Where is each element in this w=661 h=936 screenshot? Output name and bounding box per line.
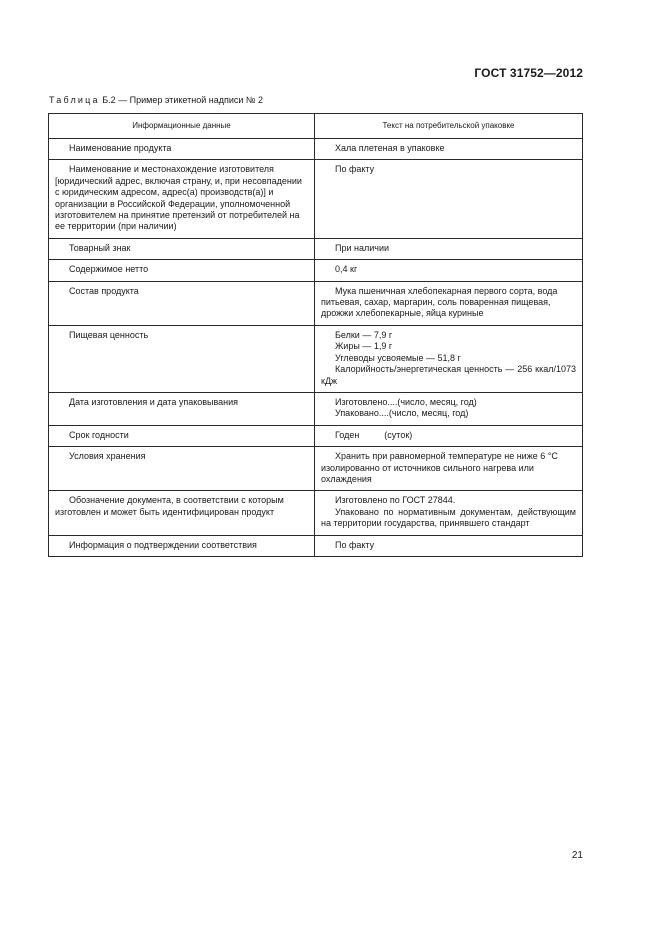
- table-row: [49, 491, 583, 535]
- row-value: [315, 491, 583, 535]
- row-value: 0,4 кг: [315, 260, 583, 281]
- page-number: 21: [571, 850, 583, 861]
- table-row: [49, 238, 583, 259]
- nutrition-protein: Белки — 7,9 г: [335, 329, 393, 340]
- table-caption-text: Б.2 — Пример этикетной надписи № 2: [102, 95, 264, 105]
- packed-date: Упаковано....(число, месяц, год): [335, 408, 469, 419]
- row-value: По факту: [315, 535, 583, 556]
- row-label: Пищевая ценность: [49, 325, 315, 392]
- nutrition-carbs: Углеводы усвояемые — 51,8 г: [335, 352, 461, 363]
- table-row: [49, 425, 583, 446]
- row-value: Хала плетеная в упаковке: [315, 139, 583, 160]
- row-value: [315, 392, 583, 425]
- manufactured-date: Изготовлено....(число, месяц, год): [335, 396, 477, 407]
- row-value: Хранить при равномерной температуре не ниже 6 °С изолированно от источников сильного нагрева или охлаждения: [315, 447, 583, 491]
- row-label: Условия хранения: [49, 447, 315, 491]
- table-row: [49, 325, 583, 392]
- nutrition-energy: Калорийность/энергетическая ценность — 256 ккал/1073 кДж: [321, 364, 576, 386]
- row-label: Дата изготовления и дата упаковывания: [49, 392, 315, 425]
- row-value: Мука пшеничная хлебопекарная первого сорта, вода питьевая, сахар, маргарин, соль поваренная пищевая, дрожжи хлебопекарные, яйца куриные: [315, 281, 583, 325]
- table-row: [49, 260, 583, 281]
- manufactured-standard: Изготовлено по ГОСТ 27844.: [335, 495, 456, 506]
- row-value: [315, 325, 583, 392]
- table-row: [49, 447, 583, 491]
- packed-standard: Упаковано по нормативным документам, действующим на территории государства, принявшего стандарт: [321, 506, 576, 529]
- row-label: Наименование и местонахождение изготовителя [юридический адрес, включая страну, и, при несовпадении с юридическим адресом, адрес(а) производств(а)] и организации в Российской Федерации, уполномоченной изготовителем на принятие претензий от потребителей на ее территории (при наличии): [49, 160, 315, 238]
- row-value: Годен (суток): [315, 425, 583, 446]
- row-value: По факту: [315, 160, 583, 238]
- table-row: [49, 160, 583, 238]
- row-label: Наименование продукта: [49, 139, 315, 160]
- table-caption: [49, 95, 263, 105]
- standard-designation: ГОСТ 31752—2012: [474, 66, 583, 80]
- column-header-package-text: Текст на потребительской упаковке: [315, 114, 583, 139]
- table-caption-prefix: Таблица: [49, 95, 100, 105]
- table-row: [49, 281, 583, 325]
- column-header-info: Информационные данные: [49, 114, 315, 139]
- label-example-table: [48, 113, 583, 557]
- table-header-row: [49, 114, 583, 139]
- row-value: При наличии: [315, 238, 583, 259]
- row-label: Срок годности: [49, 425, 315, 446]
- row-label: Обозначение документа, в соответствии с которым изготовлен и может быть идентифицирован продукт: [49, 491, 315, 535]
- nutrition-fat: Жиры — 1,9 г: [335, 341, 393, 352]
- table-row: [49, 535, 583, 556]
- row-label: Информация о подтверждении соответствия: [49, 535, 315, 556]
- table-row: [49, 392, 583, 425]
- row-label: Содержимое нетто: [49, 260, 315, 281]
- row-label: Товарный знак: [49, 238, 315, 259]
- row-label: Состав продукта: [49, 281, 315, 325]
- table-row: [49, 139, 583, 160]
